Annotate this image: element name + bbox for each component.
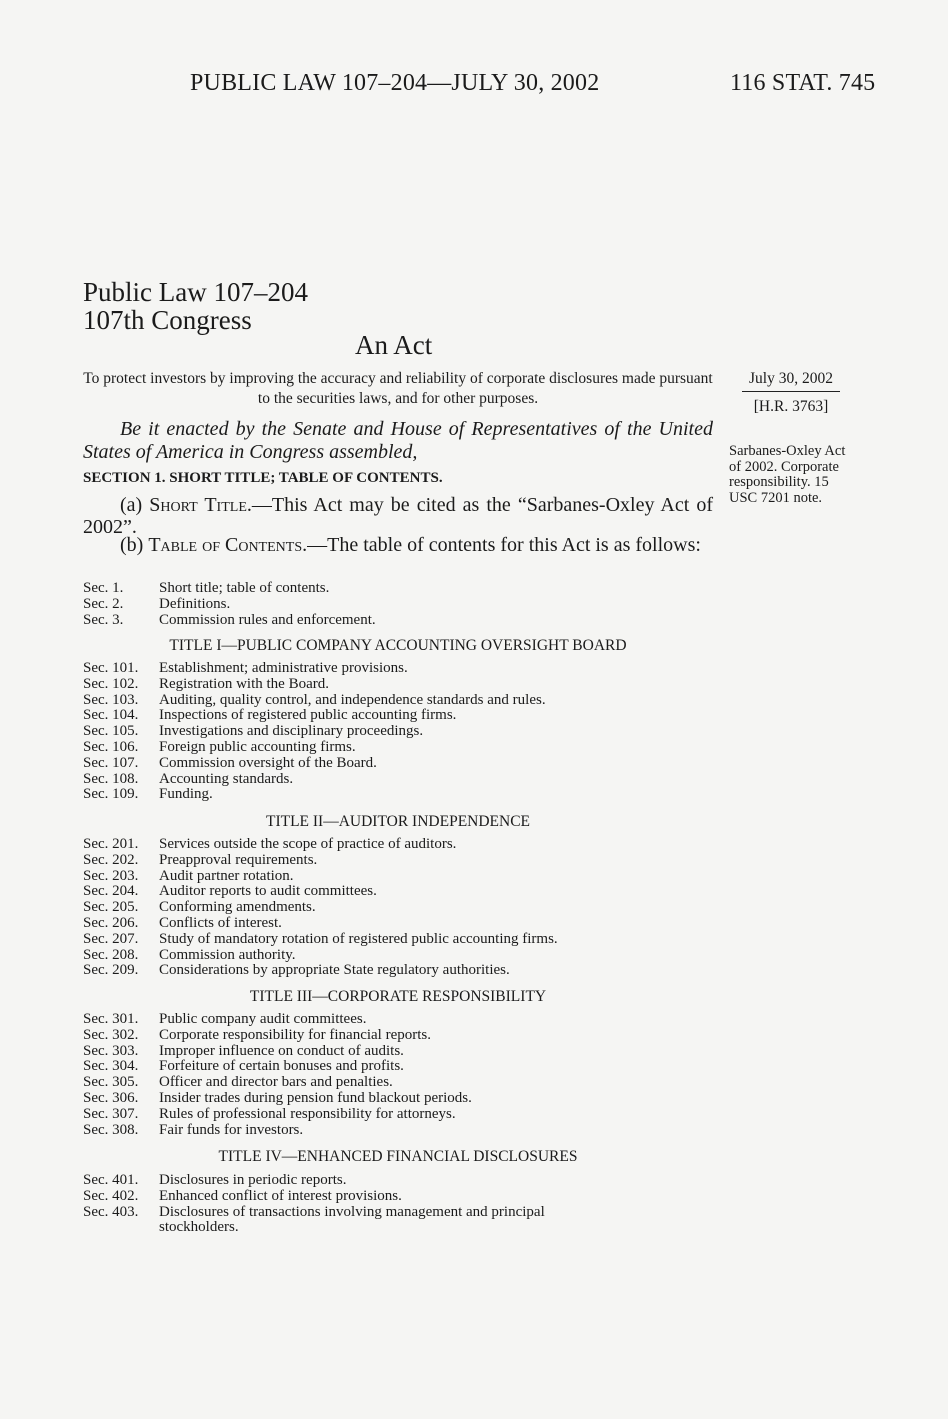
toc-sec-num: Sec. 402. [83, 1187, 139, 1204]
toc-sec-num: Sec. 307. [83, 1105, 139, 1122]
toc-sec-title: Registration with the Board. [159, 675, 329, 692]
toc-sec-num: Sec. 203. [83, 867, 139, 884]
enactment-date: July 30, 2002 [742, 369, 840, 392]
toc-sec-num: Sec. 308. [83, 1121, 139, 1138]
toc-sec-title: Enhanced conflict of interest provisions. [159, 1187, 402, 1204]
toc-row [83, 693, 713, 709]
toc-row [83, 772, 713, 788]
toc-sec-num: Sec. 202. [83, 851, 139, 868]
toc-row [83, 756, 713, 772]
law-heading [83, 278, 308, 334]
toc-intro [83, 581, 713, 628]
toc-sec-title: Definitions. [159, 595, 231, 612]
toc-sec-title: Commission rules and enforcement. [159, 611, 376, 628]
toc-sec-num: Sec. 105. [83, 723, 139, 740]
toc-sec-num: Sec. 304. [83, 1058, 139, 1075]
toc-sec-num: Sec. 108. [83, 770, 139, 787]
subsection-a-text: .—This Act may be cited as the “Sarbanes-Oxley Act of 2002”. [83, 494, 713, 538]
toc-sec-title: Conforming amendments. [159, 899, 316, 916]
toc-sec-num: Sec. 206. [83, 914, 139, 931]
section-heading: SECTION 1. SHORT TITLE; TABLE OF CONTENTS. [83, 470, 443, 486]
toc-row [83, 916, 713, 932]
toc-row [83, 837, 713, 853]
toc-row [83, 1075, 713, 1091]
toc-row [83, 869, 713, 885]
toc-sec-title: Establishment; administrative provisions. [159, 660, 408, 676]
bill-number: [H.R. 3763] [753, 398, 829, 415]
title-2-heading: TITLE II—AUDITOR INDEPENDENCE [265, 813, 531, 830]
toc-sec-title: Foreign public accounting firms. [159, 738, 356, 755]
toc-row [83, 932, 713, 948]
toc-row [83, 948, 713, 964]
toc-title-4 [83, 1173, 713, 1236]
toc-sec-title: Insider trades during pension fund blackout periods. [159, 1089, 472, 1106]
toc-row [83, 1028, 713, 1044]
toc-sec-title: Audit partner rotation. [159, 867, 294, 884]
toc-sec-title: Commission oversight of the Board. [159, 754, 377, 771]
date-box [742, 369, 840, 417]
toc-sec-num: Sec. 209. [83, 962, 139, 979]
toc-sec-num: Sec. 401. [83, 1172, 139, 1188]
subsection-a-label: (a) [120, 494, 150, 516]
toc-sec-title: Commission authority. [159, 946, 296, 963]
toc-sec-title: Preapproval requirements. [159, 851, 318, 868]
toc-sec-title: Conflicts of interest. [159, 914, 282, 931]
toc-row [83, 740, 713, 756]
toc-sec-num: Sec. 3. [83, 611, 124, 628]
title-1-heading: TITLE I—PUBLIC COMPANY ACCOUNTING OVERSIGHT BOARD [169, 637, 627, 654]
toc-row [83, 1173, 713, 1189]
toc-sec-title: Funding. [159, 786, 213, 803]
running-header-left: PUBLIC LAW 107–204—JULY 30, 2002 [190, 70, 600, 96]
toc-sec-num: Sec. 102. [83, 675, 139, 692]
title-4-heading: TITLE IV—ENHANCED FINANCIAL DISCLOSURES [218, 1148, 578, 1165]
toc-sec-title: Disclosures of transactions involving management and principal stockholders. [159, 1203, 545, 1236]
toc-sec-title: Study of mandatory rotation of registered public accounting firms. [159, 930, 558, 947]
toc-sec-num: Sec. 106. [83, 738, 139, 755]
subsection-b-text: .—The table of contents for this Act is as follows: [302, 534, 701, 556]
toc-sec-num: Sec. 205. [83, 899, 139, 916]
toc-sec-num: Sec. 302. [83, 1026, 139, 1043]
toc-sec-num: Sec. 109. [83, 786, 139, 803]
toc-sec-num: Sec. 204. [83, 883, 139, 900]
toc-sec-title: Services outside the scope of practice of auditors. [159, 836, 457, 852]
toc-row [83, 581, 713, 597]
toc-sec-num: Sec. 104. [83, 707, 139, 724]
toc-sec-num: Sec. 1. [83, 580, 124, 596]
toc-sec-num: Sec. 403. [83, 1203, 139, 1220]
margin-note: Sarbanes-Oxley Act of 2002. Corporate responsibility. 15 USC 7201 note. [729, 443, 846, 506]
toc-sec-num: Sec. 201. [83, 836, 139, 852]
toc-row [83, 1091, 713, 1107]
toc-row [83, 1059, 713, 1075]
toc-sec-num: Sec. 103. [83, 691, 139, 708]
subsection-a [83, 494, 713, 538]
toc-sec-title: Forfeiture of certain bonuses and profits. [159, 1058, 404, 1075]
page-number: 116 STAT. 745 [730, 70, 876, 96]
toc-sec-num: Sec. 301. [83, 1011, 139, 1027]
toc-sec-title: Public company audit committees. [159, 1011, 367, 1027]
toc-row [83, 1123, 713, 1139]
subsection-a-caption: Short Title [149, 494, 247, 516]
toc-row [83, 884, 713, 900]
toc-sec-title: Inspections of registered public accounting firms. [159, 707, 457, 724]
toc-row [83, 900, 713, 916]
toc-sec-num: Sec. 107. [83, 754, 139, 771]
toc-title-3 [83, 1012, 713, 1138]
toc-title-2 [83, 837, 713, 979]
toc-sec-title: Short title; table of contents. [159, 580, 330, 596]
purpose-clause: To protect investors by improving the accuracy and reliability of corporate disclosures made pursuant to the securities laws, and for other purposes. [83, 370, 713, 407]
subsection-b-caption: Table of Contents [148, 534, 303, 556]
toc-sec-num: Sec. 305. [83, 1074, 139, 1091]
toc-sec-title: Auditor reports to audit committees. [159, 883, 377, 900]
toc-sec-num: Sec. 207. [83, 930, 139, 947]
toc-row [83, 677, 713, 693]
toc-title-1 [83, 661, 713, 803]
toc-row [83, 1044, 713, 1060]
toc-row [83, 661, 713, 677]
toc-sec-title: Auditing, quality control, and independence standards and rules. [159, 691, 546, 708]
toc-row [83, 597, 713, 613]
an-act-heading: An Act [355, 330, 433, 360]
toc-sec-title: Disclosures in periodic reports. [159, 1172, 347, 1188]
enacting-clause: Be it enacted by the Senate and House of Representatives of the United States of America in Congress assembled, [83, 418, 713, 463]
public-law-number: Public Law 107–204 [83, 277, 308, 307]
toc-sec-num: Sec. 208. [83, 946, 139, 963]
toc-sec-num: Sec. 2. [83, 595, 124, 612]
toc-row [83, 1205, 713, 1237]
toc-sec-title: Accounting standards. [159, 770, 294, 787]
toc-sec-title: Improper influence on conduct of audits. [159, 1042, 404, 1059]
toc-row [83, 613, 713, 629]
subsection-b-label: (b) [120, 534, 149, 556]
toc-sec-num: Sec. 306. [83, 1089, 139, 1106]
toc-row [83, 1012, 713, 1028]
toc-row [83, 1189, 713, 1205]
toc-sec-title: Fair funds for investors. [159, 1121, 304, 1138]
toc-sec-num: Sec. 303. [83, 1042, 139, 1059]
toc-sec-title: Rules of professional responsibility for attorneys. [159, 1105, 456, 1122]
toc-row [83, 708, 713, 724]
toc-sec-title: Considerations by appropriate State regulatory authorities. [159, 962, 510, 979]
toc-sec-title: Officer and director bars and penalties. [159, 1074, 393, 1091]
toc-row [83, 787, 713, 803]
toc-sec-title: Corporate responsibility for financial reports. [159, 1026, 432, 1043]
congress-number: 107th Congress [83, 305, 252, 335]
toc-row [83, 1107, 713, 1123]
toc-row [83, 853, 713, 869]
toc-row [83, 963, 713, 979]
subsection-b [83, 534, 713, 556]
toc-sec-num: Sec. 101. [83, 660, 139, 676]
title-3-heading: TITLE III—CORPORATE RESPONSIBILITY [249, 988, 547, 1005]
toc-sec-title: Investigations and disciplinary proceedings. [159, 723, 424, 740]
toc-row [83, 724, 713, 740]
